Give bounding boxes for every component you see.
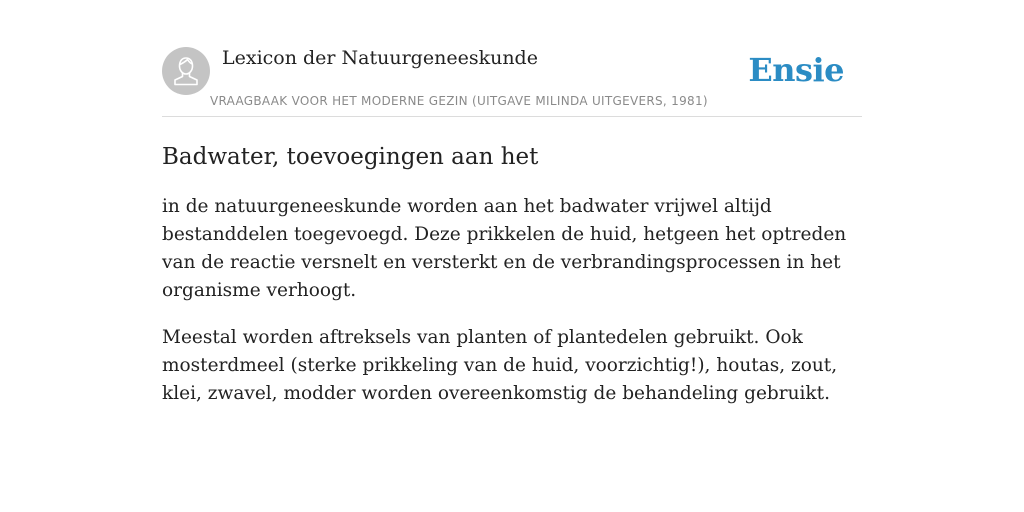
entry-paragraph: in de natuurgeneeskunde worden aan het badwater vrijwel altijd bestanddelen toegevoegd. Deze prikkelen de huid, hetgeen het optreden van de reactie versnelt en versterkt en de verbrandingsprocessen in het organisme verhoogt. <box>162 196 847 301</box>
brand-logo[interactable]: Ensie <box>748 51 844 89</box>
source-title[interactable]: Lexicon der Natuurgeneeskunde <box>222 47 538 69</box>
entry-title: Badwater, toevoegingen aan het <box>162 144 539 170</box>
entry-paragraph: Meestal worden aftreksels van planten of plantedelen gebruikt. Ook mosterdmeel (sterke prikkeling van de huid, voorzichtig!), houtas, zout, klei, zwavel, modder worden overeenkomstig de behandeling gebruikt. <box>162 327 838 404</box>
source-header <box>162 46 862 117</box>
source-subtitle: VRAAGBAAK VOOR HET MODERNE GEZIN (UITGAVE MILINDA UITGEVERS, 1981) <box>210 94 708 108</box>
user-avatar-icon[interactable] <box>162 47 210 95</box>
entry-card <box>162 46 862 427</box>
entry-body <box>162 193 862 408</box>
